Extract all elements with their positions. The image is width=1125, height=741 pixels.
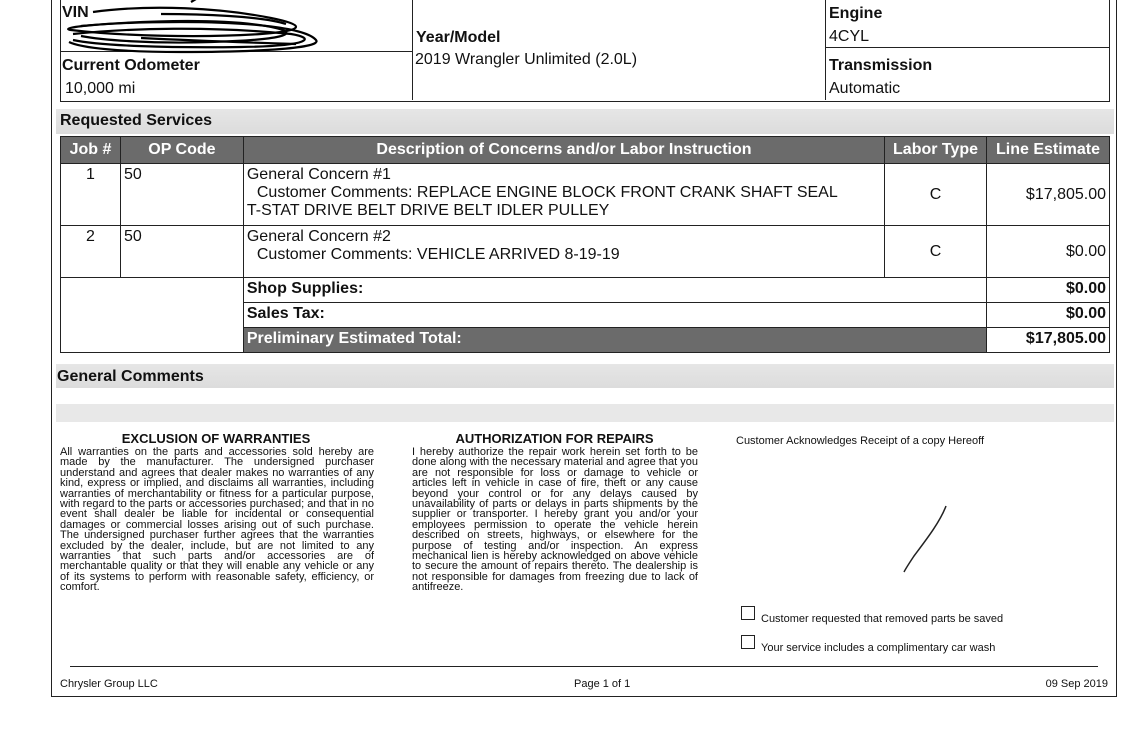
op-code: 50: [120, 164, 243, 226]
footer-date: 09 Sep 2019: [1045, 678, 1108, 690]
shop-supplies-row: [61, 278, 1110, 303]
vin-label: VIN: [62, 4, 89, 21]
car-wash-label: Your service includes a complimentary car wash: [761, 642, 996, 654]
footer-left: Chrysler Group LLC: [60, 678, 158, 690]
col-line-estimate: Line Estimate: [987, 137, 1110, 164]
warranties-text: All warranties on the parts and accessories sold hereby are made by the manufacturer. The undersigned purchaser understand and agrees that dealer makes no warranties of any kind, express or implied, and disclaims all warranties, including warranties of merchantability or fitness for a particular purpose, with regard to the parts or accessories purchased; and that in no event shall dealer be liable for incidental or consequential damages or commercial losses arising out of such purchase. The undersigned purchaser further agrees that the warranties excluded by the dealer, include, but are not limited to any warranties that such parts and/or accessories are of merchantable quality or that they will enable any vehicle or any of its systems to perform with reasonable safety, efficiency, or comfort.: [60, 446, 374, 594]
customer-comments-cont: T-STAT DRIVE BELT DRIVE BELT IDLER PULLEY: [246, 202, 610, 219]
services-table: [60, 136, 1110, 353]
save-parts-label: Customer requested that removed parts be saved: [761, 613, 1004, 625]
table-row: [61, 164, 1110, 226]
warranties-title: EXCLUSION OF WARRANTIES: [121, 431, 311, 446]
requested-services-title: Requested Services: [60, 112, 213, 129]
col-description: Description of Concerns and/or Labor Instruction: [243, 137, 884, 164]
acknowledge-text: Customer Acknowledges Receipt of a copy Hereoff: [736, 435, 985, 447]
description: [243, 226, 884, 278]
sales-tax-label: Sales Tax:: [243, 303, 986, 328]
shop-supplies-value: $0.00: [987, 278, 1110, 303]
footer-divider: [70, 666, 1098, 667]
services-table-header: [61, 137, 1110, 164]
job-number: 2: [61, 226, 121, 278]
car-wash-checkbox[interactable]: [741, 635, 755, 649]
table-row: [61, 226, 1110, 278]
customer-comments: Customer Comments: VEHICLE ARRIVED 8-19-19: [256, 246, 620, 263]
odometer-label: Current Odometer: [62, 57, 200, 74]
line-estimate: $17,805.00: [987, 164, 1110, 226]
signature-mark: [900, 500, 950, 575]
op-code: 50: [120, 226, 243, 278]
general-comments-bar: [56, 364, 1114, 388]
authorization-title: AUTHORIZATION FOR REPAIRS: [455, 431, 654, 446]
vehicle-info-box: [60, 0, 1110, 102]
col-labor-type: Labor Type: [885, 137, 987, 164]
total-label: Preliminary Estimated Total:: [243, 328, 986, 353]
transmission-label: Transmission: [829, 57, 933, 74]
odometer-value: 10,000 mi: [65, 80, 136, 97]
shop-supplies-label: Shop Supplies:: [243, 278, 986, 303]
save-parts-checkbox[interactable]: [741, 606, 755, 620]
labor-type: C: [885, 226, 987, 278]
transmission-value: Automatic: [829, 80, 901, 97]
general-comments-title: General Comments: [57, 368, 204, 385]
requested-services-bar: [56, 109, 1114, 134]
concern-title: General Concern #2: [246, 228, 391, 245]
labor-type: C: [885, 164, 987, 226]
year-model-value: 2019 Wrangler Unlimited (2.0L): [415, 51, 638, 68]
line-estimate: $0.00: [987, 226, 1110, 278]
redaction-scribble-icon: [61, 0, 331, 64]
general-comments-area: [56, 404, 1114, 422]
job-number: 1: [61, 164, 121, 226]
description: [243, 164, 884, 226]
concern-title: General Concern #1: [246, 166, 391, 183]
total-value: $17,805.00: [987, 328, 1110, 353]
year-model-label: Year/Model: [416, 29, 501, 46]
engine-value: 4CYL: [829, 28, 870, 45]
col-job: Job #: [61, 137, 121, 164]
customer-comments: Customer Comments: REPLACE ENGINE BLOCK FRONT CRANK SHAFT SEAL: [256, 184, 838, 201]
authorization-text: I hereby authorize the repair work herein set forth to be done along with the necessary material and agree that you are not responsible for loss or damage to vehicle or articles left in vehicle in case of fire, theft or any cause beyond your control or for any delays caused by unavailability of parts or delays in parts shipments by the supplier or transporter. I hereby grant you and/or your employees permission to operate the vehicle herein described on streets, highways, or elsewhere for the purpose of testing and/or inspection. An express mechanical lien is hereby acknowledged on above vehicle to secure the amount of repairs thereto. The dealership is not responsible for damages from freezing due to lack of antifreeze.: [412, 446, 698, 594]
footer-page-number: Page 1 of 1: [574, 678, 631, 690]
col-op-code: OP Code: [120, 137, 243, 164]
sales-tax-value: $0.00: [987, 303, 1110, 328]
estimate-page: [51, 0, 1117, 697]
engine-label: Engine: [829, 5, 883, 22]
